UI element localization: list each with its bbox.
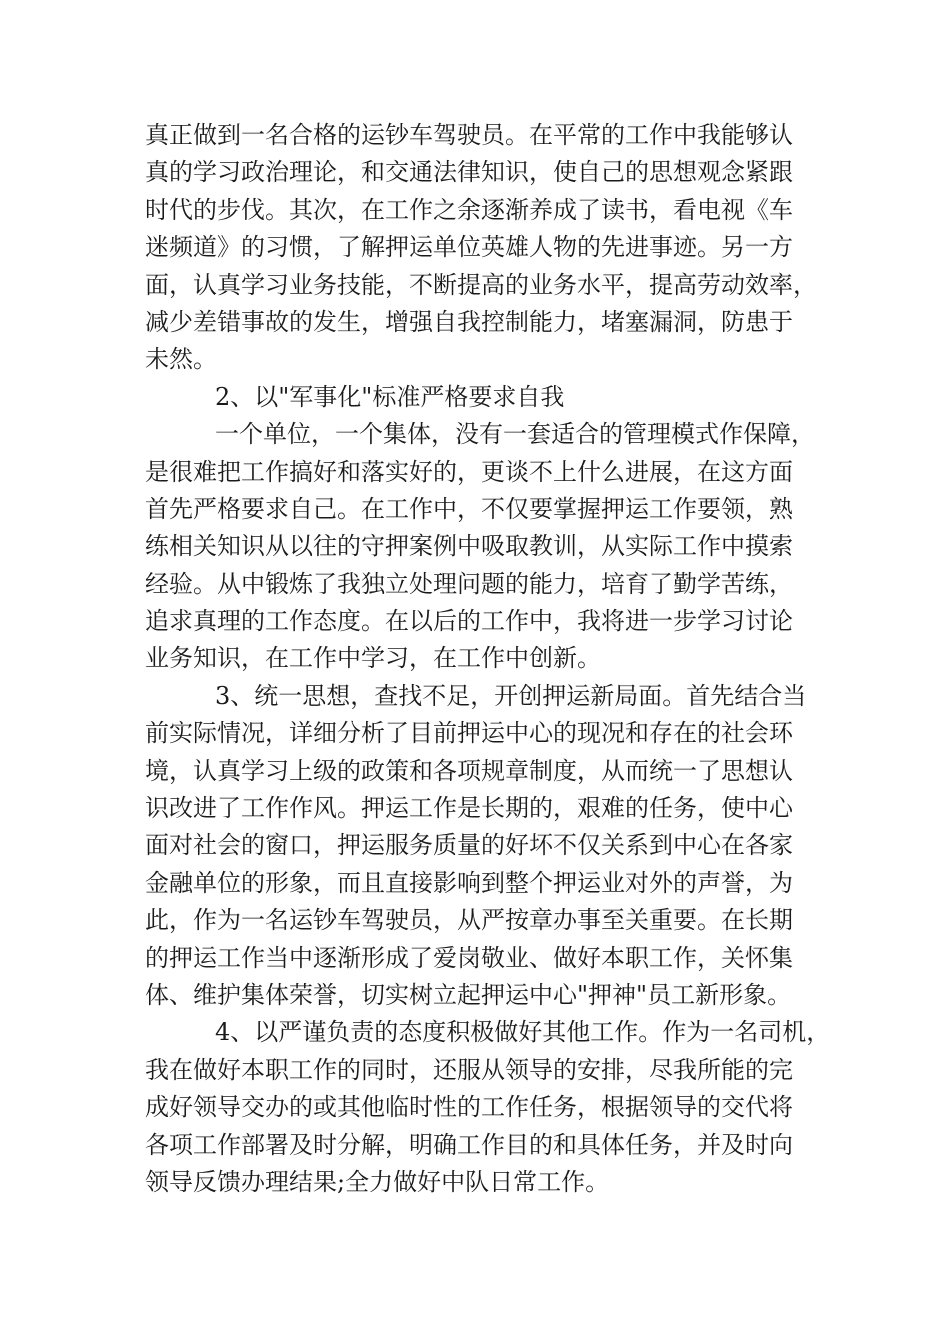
- text-line: 练相关知识从以往的守押案例中吸取教训，从实际工作中摸索: [145, 532, 793, 561]
- text-line: 的押运工作当中逐渐形成了爱岗敬业、做好本职工作，关怀集: [145, 943, 793, 972]
- text-line: 业务知识，在工作中学习，在工作中创新。: [145, 644, 601, 673]
- text-line: 体、维护集体荣誉，切实树立起押运中心"押神"员工新形象。: [145, 980, 792, 1009]
- body-text: [145, 117, 831, 1201]
- text-line: 前实际情况，详细分析了目前押运中心的现况和存在的社会环: [145, 719, 793, 748]
- text-line: 迷频道》的习惯，了解押运单位英雄人物的先进事迹。另一方: [145, 233, 793, 262]
- text-line: 面对社会的窗口，押运服务质量的好坏不仅关系到中心在各家: [145, 831, 793, 860]
- text-line: 未然。: [145, 345, 217, 374]
- text-line: 金融单位的形象，而且直接影响到整个押运业对外的声誉，为: [145, 868, 793, 897]
- paragraph-first-line: 3、统一思想，查找不足，开创押运新局面。首先结合当: [215, 681, 807, 710]
- text-line: 是很难把工作搞好和落实好的，更谈不上什么进展，在这方面: [145, 457, 793, 486]
- text-line: 此，作为一名运钞车驾驶员，从严按章办事至关重要。在长期: [145, 906, 793, 935]
- text-line: 减少差错事故的发生，增强自我控制能力，堵塞漏洞，防患于: [145, 307, 793, 336]
- text-line: 识改进了工作作风。押运工作是长期的，艰难的任务，使中心: [145, 794, 793, 823]
- text-line: 真的学习政治理论，和交通法律知识，使自己的思想观念紧跟: [145, 158, 793, 187]
- text-line: 境，认真学习上级的政策和各项规章制度，从而统一了思想认: [145, 756, 793, 785]
- text-line: 真正做到一名合格的运钞车驾驶员。在平常的工作中我能够认: [145, 121, 793, 149]
- text-line: 追求真理的工作态度。在以后的工作中，我将进一步学习讨论: [145, 607, 793, 636]
- paragraph-first-line: 4、以严谨负责的态度积极做好其他工作。作为一名司机，: [215, 1018, 831, 1047]
- text-line: 各项工作部署及时分解，明确工作目的和具体任务，并及时向: [145, 1130, 793, 1159]
- section-heading: 2、以"军事化"标准严格要求自我: [215, 382, 565, 411]
- text-line: 我在做好本职工作的同时，还服从领导的安排，尽我所能的完: [145, 1055, 793, 1084]
- text-line: 时代的步伐。其次，在工作之余逐渐养成了读书，看电视《车: [145, 195, 793, 224]
- text-line: 领导反馈办理结果;全力做好中队日常工作。: [145, 1167, 610, 1196]
- text-line: 面，认真学习业务技能，不断提高的业务水平，提高劳动效率，: [145, 270, 817, 299]
- text-line: 成好领导交办的或其他临时性的工作任务，根据领导的交代将: [145, 1093, 793, 1122]
- text-line: 首先严格要求自己。在工作中，不仅要掌握押运工作要领，熟: [145, 494, 793, 523]
- paragraph-first-line: 一个单位，一个集体，没有一套适合的管理模式作保障，: [215, 420, 815, 449]
- text-line: 经验。从中锻炼了我独立处理问题的能力，培育了勤学苦练，: [145, 569, 793, 598]
